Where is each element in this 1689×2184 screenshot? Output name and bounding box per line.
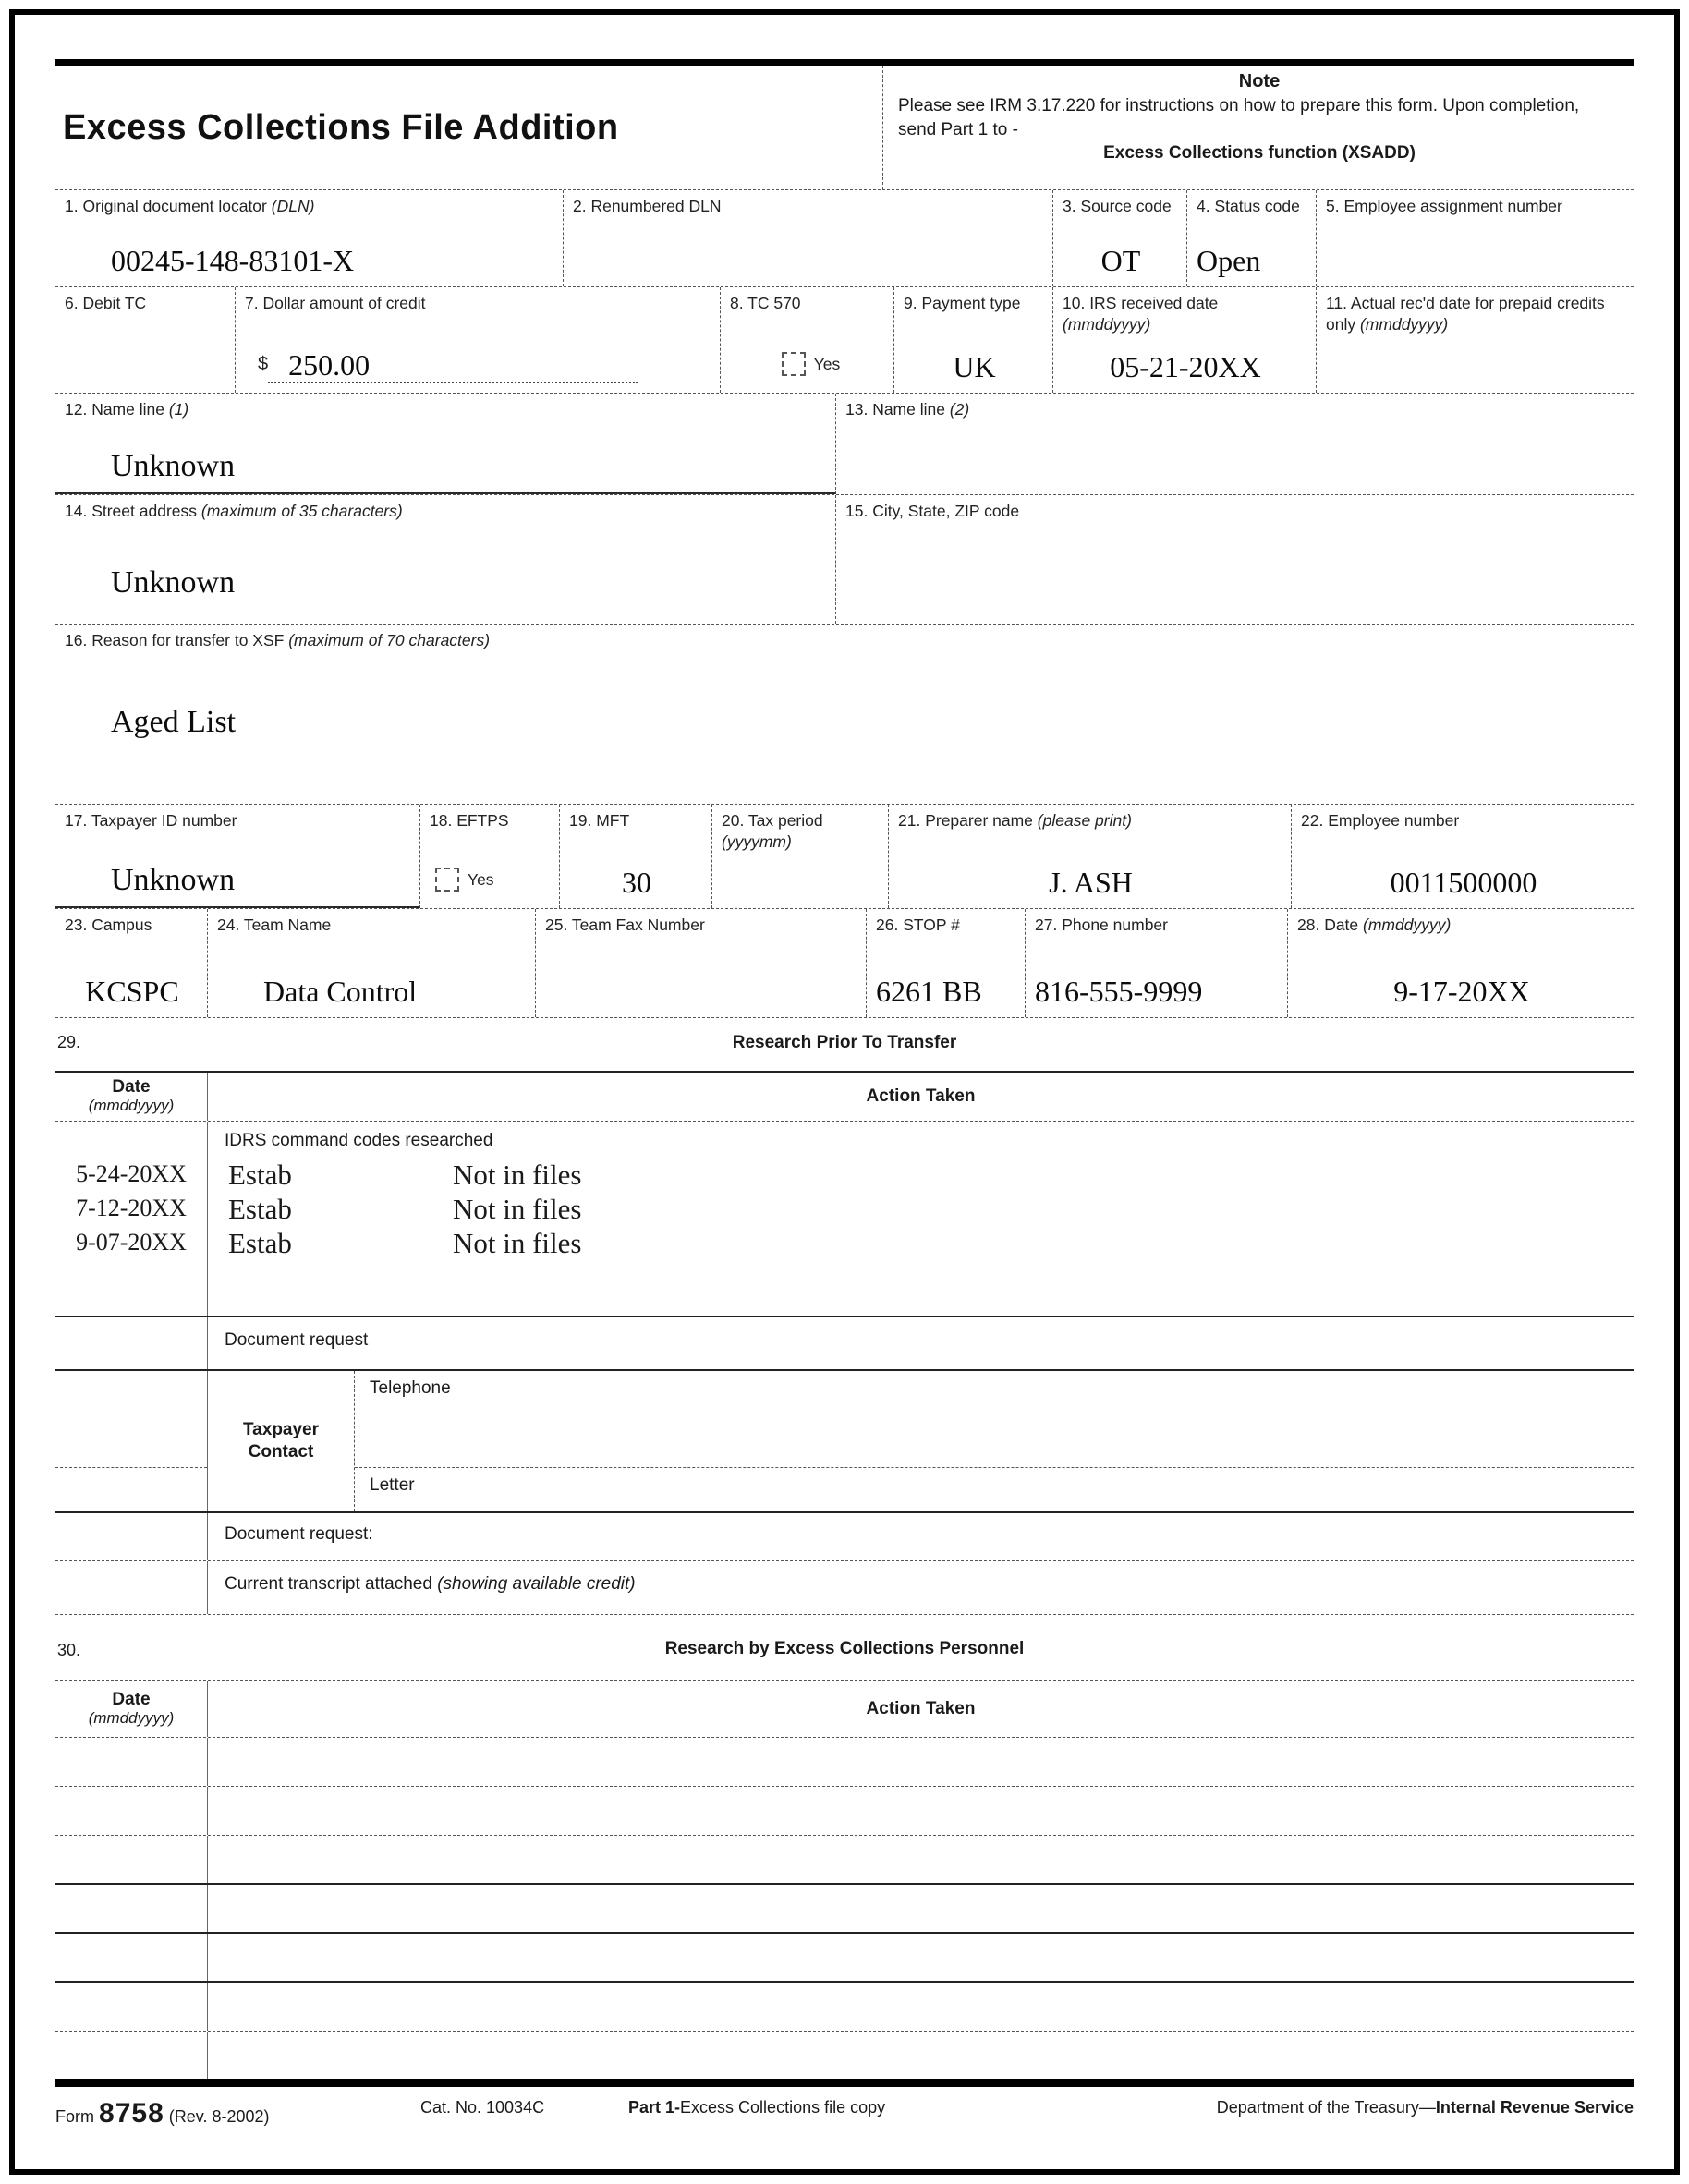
field-reason-for-transfer-label: 16. Reason for transfer to XSF (65, 631, 285, 649)
field-irs-received-date-label: 10. IRS received date (1063, 294, 1219, 312)
dollar-sign: $ (258, 354, 269, 375)
empty-action-cell[interactable] (208, 1738, 1634, 1786)
field-status-code (1187, 190, 1317, 286)
field-payment-type-label: 9. Payment type (904, 294, 1021, 312)
idrs-research-block (55, 1122, 1634, 1317)
idrs-date-entry[interactable]: 9-07-20XX (76, 1229, 187, 1256)
field-date-label-italic: (mmddyyyy) (1363, 916, 1452, 934)
field-mft (560, 805, 712, 908)
field-team-name (208, 909, 536, 1017)
field-renumbered-dln-label: 2. Renumbered DLN (573, 197, 722, 215)
field-eftps-label: 18. EFTPS (430, 811, 509, 830)
idrs-result[interactable]: Not in files (453, 1193, 582, 1225)
field-renumbered-dln (564, 190, 1053, 286)
field-employee-number-label: 22. Employee number (1301, 811, 1460, 830)
idrs-action-entry (208, 1229, 1634, 1263)
field-dollar-amount (236, 287, 721, 393)
date-header-label: Date (112, 1690, 151, 1710)
field-debit-tc-label: 6. Debit TC (65, 294, 147, 312)
action-taken-header: Action Taken (866, 1699, 976, 1718)
section-30-empty-row (55, 1836, 1634, 1885)
section-30-empty-row (55, 1885, 1634, 1934)
section-29-table-header (55, 1071, 1634, 1122)
field-team-name-value[interactable]: Data Control (263, 975, 418, 1009)
letter-label: Letter (370, 1475, 415, 1495)
field-stop-number-label: 26. STOP # (876, 916, 960, 934)
field-original-dln (55, 190, 564, 286)
transcript-row (55, 1561, 1634, 1615)
row-fields-6-11 (55, 287, 1634, 394)
section-29-header (55, 1018, 1634, 1071)
idrs-date-column (55, 1122, 208, 1316)
field-preparer-name-value[interactable]: J. ASH (1049, 866, 1133, 900)
footer-part-description: Excess Collections file copy (680, 2098, 886, 2117)
field-tax-period-value[interactable] (722, 899, 881, 903)
transcript-date-cell[interactable] (55, 1561, 208, 1614)
section-30-table-header (55, 1680, 1634, 1738)
tc-570-yes-label: Yes (813, 354, 841, 373)
field-team-fax-value[interactable] (545, 1008, 858, 1012)
idrs-result[interactable]: Not in files (453, 1227, 582, 1259)
bottom-rule (55, 2079, 1634, 2087)
row-fields-17-22 (55, 805, 1634, 909)
field-payment-type-value[interactable]: UK (953, 350, 996, 384)
field-name-line-1-label-italic: (1) (168, 400, 189, 419)
empty-date-cell[interactable] (55, 1983, 208, 2031)
field-taxpayer-id-label: 17. Taxpayer ID number (65, 811, 237, 830)
section-30-action-column-header (208, 1681, 1634, 1737)
field-team-name-label: 24. Team Name (217, 916, 332, 934)
row-fields-1-5 (55, 190, 1634, 287)
field-original-dln-label: 1. Original document locator (65, 197, 267, 215)
field-employee-assignment-number-value[interactable] (1326, 277, 1626, 281)
field-source-code (1053, 190, 1187, 286)
field-original-dln-label-italic: (DLN) (271, 197, 315, 215)
field-tax-period-label-italic: (yyyymm) (722, 831, 792, 851)
field-tax-period-label: 20. Tax period (722, 811, 823, 830)
eftps-yes-label: Yes (468, 869, 494, 889)
field-irs-received-date-label-italic: (mmddyyyy) (1063, 314, 1151, 334)
field-payment-type (894, 287, 1053, 393)
empty-date-cell[interactable] (55, 1934, 208, 1981)
row-field-16 (55, 625, 1634, 805)
row-fields-23-28 (55, 909, 1634, 1018)
field-employee-assignment-number (1317, 190, 1634, 286)
document-request-2-date-cell[interactable] (55, 1513, 208, 1560)
field-status-code-label: 4. Status code (1197, 197, 1300, 215)
field-campus (55, 909, 208, 1017)
field-actual-received-date (1317, 287, 1634, 393)
field-preparer-name-label: 21. Preparer name (898, 811, 1033, 830)
idrs-action-entry (208, 1160, 1634, 1195)
section-30-number: 30. (57, 1641, 81, 1659)
document-request-2-row (55, 1513, 1634, 1561)
transcript-label: Current transcript attached (225, 1574, 432, 1594)
telephone-label: Telephone (355, 1371, 1634, 1468)
field-phone-number-value[interactable]: 816-555-9999 (1035, 975, 1203, 1009)
field-taxpayer-id (55, 805, 420, 908)
idrs-command-code[interactable]: Estab (228, 1227, 292, 1259)
field-date-value[interactable]: 9-17-20XX (1393, 975, 1530, 1009)
tc-570-yes-checkbox[interactable] (782, 352, 806, 376)
empty-date-cell[interactable] (55, 2032, 208, 2079)
field-team-fax-label: 25. Team Fax Number (545, 916, 705, 934)
field-city-state-zip-label: 15. City, State, ZIP code (845, 502, 1020, 520)
field-actual-received-date-value[interactable] (1326, 383, 1626, 387)
field-campus-label: 23. Campus (65, 916, 152, 934)
empty-action-cell[interactable] (208, 1787, 1634, 1835)
field-campus-value[interactable]: KCSPC (85, 975, 179, 1009)
section-30-empty-row (55, 1738, 1634, 1787)
empty-date-cell[interactable] (55, 1738, 208, 1786)
field-reason-for-transfer-value[interactable]: Aged List (111, 705, 237, 740)
transcript-label-italic: (showing available credit) (437, 1574, 636, 1594)
idrs-date-entry[interactable]: 7-12-20XX (76, 1195, 187, 1221)
empty-date-cell[interactable] (55, 1836, 208, 1883)
field-debit-tc (55, 287, 236, 393)
idrs-command-codes-label: IDRS command codes researched (225, 1131, 493, 1150)
idrs-action-entry (208, 1195, 1634, 1229)
row-fields-14-15 (55, 495, 1634, 625)
field-phone-number (1026, 909, 1288, 1017)
empty-action-cell[interactable] (208, 2032, 1634, 2079)
field-name-line-1 (55, 394, 836, 494)
field-irs-received-date-value[interactable]: 05-21-20XX (1110, 350, 1261, 384)
field-eftps (420, 805, 560, 908)
field-name-line-2 (836, 394, 1634, 494)
footer-revision: (Rev. 8-2002) (168, 2107, 270, 2126)
idrs-result[interactable]: Not in files (453, 1159, 582, 1191)
field-employee-assignment-number-label: 5. Employee assignment number (1326, 197, 1562, 215)
top-rule (55, 59, 1634, 66)
field-employee-number (1292, 805, 1634, 908)
field-name-line-2-label: 13. Name line (845, 400, 945, 419)
document-request-row (55, 1317, 1634, 1371)
field-name-line-2-label-italic: (2) (949, 400, 970, 419)
field-reason-for-transfer-label-italic: (maximum of 70 characters) (288, 631, 491, 649)
document-request-date-cell[interactable] (55, 1317, 208, 1369)
empty-date-cell[interactable] (55, 1787, 208, 1835)
section-30-empty-row (55, 1787, 1634, 1836)
field-city-state-zip (836, 495, 1634, 624)
field-phone-number-label: 27. Phone number (1035, 916, 1168, 934)
eftps-yes-checkbox[interactable] (435, 868, 459, 892)
field-employee-number-value[interactable]: 0011500000 (1390, 866, 1537, 900)
field-street-address-value[interactable]: Unknown (111, 565, 236, 601)
empty-date-cell[interactable] (55, 1885, 208, 1932)
field-street-address (55, 495, 836, 624)
empty-action-cell[interactable] (208, 1983, 1634, 2031)
form-content (55, 59, 1634, 2135)
note-body: Please see IRM 3.17.220 for instructions on how to prepare this form. Upon completion, send Part 1 to - (898, 96, 1580, 140)
field-preparer-name (889, 805, 1292, 908)
field-eftps-checkbox-row (430, 868, 552, 903)
field-actual-received-date-label: 11. Actual rec'd date for prepaid credits only (1326, 294, 1605, 334)
field-debit-tc-value[interactable] (65, 383, 227, 387)
field-preparer-name-label-italic: (please print) (1037, 811, 1132, 830)
field-mft-label: 19. MFT (569, 811, 630, 830)
title-block (55, 66, 1634, 190)
field-tax-period (712, 805, 889, 908)
document-request-2-label: Document request: (225, 1524, 373, 1544)
field-dollar-amount-value-line (245, 350, 712, 387)
section-30-empty-row (55, 1934, 1634, 1983)
field-actual-received-date-label-italic: (mmddyyyy) (1359, 314, 1449, 334)
date-header-label: Date (112, 1077, 151, 1098)
idrs-action-column (208, 1122, 1634, 1316)
empty-action-cell[interactable] (208, 1836, 1634, 1883)
footer-catalog-number: Cat. No. 10034C (420, 2098, 545, 2117)
section-30-empty-row (55, 2032, 1634, 2079)
field-tc-570 (721, 287, 894, 393)
idrs-date-entry[interactable]: 5-24-20XX (76, 1160, 187, 1187)
field-dollar-amount-label: 7. Dollar amount of credit (245, 294, 426, 312)
footer-form-word: Form (55, 2107, 94, 2126)
field-reason-for-transfer (55, 625, 1634, 804)
section-29-title: Research Prior To Transfer (732, 1033, 957, 1052)
telephone-date-cell[interactable] (55, 1371, 207, 1468)
field-source-code-label: 3. Source code (1063, 197, 1172, 215)
taxpayer-contact-methods (355, 1371, 1634, 1511)
field-stop-number-value[interactable]: 6261 BB (876, 975, 982, 1009)
field-name-line-1-value[interactable]: Unknown (111, 449, 236, 484)
section-30-header (55, 1615, 1634, 1680)
field-renumbered-dln-value[interactable] (573, 277, 1045, 281)
taxpayer-contact-block (55, 1371, 1634, 1513)
field-mft-value[interactable]: 30 (622, 866, 651, 900)
idrs-command-code[interactable]: Estab (228, 1159, 292, 1191)
idrs-command-code[interactable]: Estab (228, 1193, 292, 1225)
empty-action-cell[interactable] (208, 1885, 1634, 1932)
document-request-label: Document request (225, 1330, 369, 1350)
field-irs-received-date (1053, 287, 1317, 393)
note-box (882, 66, 1634, 189)
field-street-address-label-italic: (maximum of 35 characters) (200, 502, 403, 520)
field-original-dln-value[interactable]: 00245-148-83101-X (111, 244, 355, 278)
note-heading: Note (1238, 71, 1281, 91)
footer-part-label: Part 1- (628, 2098, 681, 2117)
field-team-fax (536, 909, 867, 1017)
section-30-date-column-header (55, 1681, 208, 1737)
date-header-format: (mmddyyyy) (88, 1097, 175, 1115)
footer-department: Department of the Treasury— (1216, 2098, 1436, 2117)
date-header-format: (mmddyyyy) (88, 1709, 175, 1728)
row-fields-12-13 (55, 394, 1634, 495)
field-street-address-label: 14. Street address (65, 502, 197, 520)
section-29-number: 29. (57, 1033, 81, 1051)
field-city-state-zip-value[interactable] (845, 614, 1626, 618)
form-footer (55, 2087, 1634, 2135)
section-30-title: Research by Excess Collections Personnel (664, 1639, 1025, 1658)
field-name-line-1-label: 12. Name line (65, 400, 164, 419)
field-date (1288, 909, 1634, 1017)
footer-form-number: 8758 (99, 2098, 164, 2129)
action-taken-header: Action Taken (866, 1086, 976, 1106)
field-status-code-value[interactable]: Open (1197, 244, 1261, 278)
taxpayer-contact-label: Taxpayer Contact (242, 1420, 320, 1462)
field-name-line-2-value[interactable] (845, 485, 1626, 489)
field-tc-570-checkbox-row (730, 352, 886, 387)
footer-agency: Internal Revenue Service (1435, 2098, 1634, 2117)
section-29-action-column-header (208, 1073, 1634, 1121)
section-30-empty-row (55, 1983, 1634, 2032)
section-29-date-column-header (55, 1073, 208, 1121)
page-title: Excess Collections File Addition (63, 107, 619, 147)
title-cell (55, 66, 882, 189)
field-date-label: 28. Date (1297, 916, 1359, 934)
field-dollar-amount-value[interactable]: 250.00 (268, 350, 638, 383)
field-taxpayer-id-value[interactable]: Unknown (111, 863, 236, 898)
field-tc-570-label: 8. TC 570 (730, 294, 801, 312)
field-source-code-value[interactable]: OT (1100, 244, 1141, 278)
note-destination: Excess Collections function (XSADD) (1103, 143, 1416, 164)
empty-action-cell[interactable] (208, 1934, 1634, 1981)
taxpayer-contact-date-column (55, 1371, 208, 1511)
field-stop-number (867, 909, 1026, 1017)
taxpayer-contact-cell (208, 1371, 355, 1511)
